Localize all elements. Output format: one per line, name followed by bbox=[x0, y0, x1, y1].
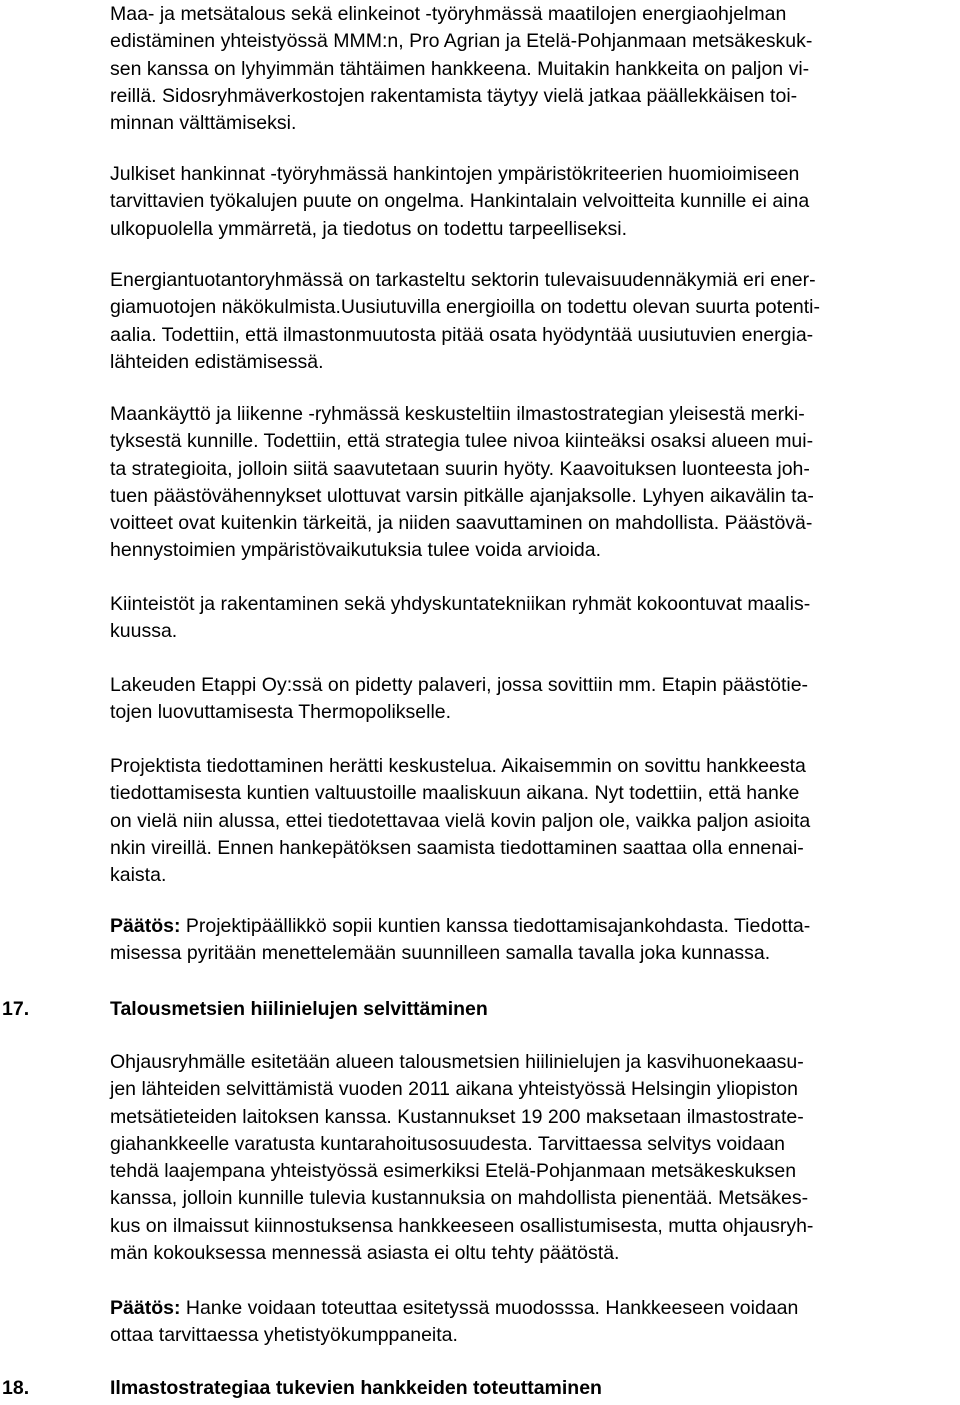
text-line: Maa- ja metsätalous sekä elinkeinot -työryhmässä maatilojen energiaohjelman bbox=[110, 3, 787, 25]
paragraph-projektista-tiedottaminen bbox=[110, 753, 955, 889]
text-line: Energiantuotantoryhmässä on tarkasteltu sektorin tulevaisuudennäkymiä eri ener- bbox=[110, 269, 816, 291]
text-line: tuen päästövähennykset ulottuvat varsin pitkälle ajanjaksolle. Lyhyen aikavälin ta- bbox=[110, 484, 814, 507]
text-line: reillä. Sidosryhmäverkostojen rakentamista täytyy vielä jatkaa päällekkäisen toi- bbox=[110, 84, 798, 107]
text-line: nkin vireillä. Ennen hankepätöksen saamista tiedottaminen saattaa olla ennenai- bbox=[110, 836, 804, 859]
paragraph-kiinteistot bbox=[110, 591, 955, 646]
text-line: jen lähteiden selvittämistä vuoden 2011 aikana yhteistyössä Helsingin yliopiston bbox=[110, 1078, 798, 1101]
text-line: minnan välttämiseksi. bbox=[110, 112, 297, 135]
paragraph-talousmetsien-hiilinielut bbox=[110, 1049, 955, 1267]
paragraph-maankaytto-ja-liikenne bbox=[110, 401, 955, 565]
text-line: voitteet ovat kuitenkin tärkeitä, ja niiden saavuttaminen on mahdollista. Päästövä- bbox=[110, 512, 813, 535]
text-line: hennystoimien ympäristövaikutuksia tulee voida arvioida. bbox=[110, 539, 602, 562]
section-number: 18. bbox=[2, 1377, 30, 1399]
text-line: tyksestä kunnille. Todettiin, että strategia tulee nivoa kiinteäksi osaksi alueen mui- bbox=[110, 430, 814, 453]
decision-label: Päätös: bbox=[110, 1297, 181, 1319]
text-line: giahankkeelle varatusta kuntarahoitusosuudesta. Tarvittaessa selvitys voidaan bbox=[110, 1132, 785, 1155]
section-title: Talousmetsien hiilinielujen selvittäminen bbox=[110, 998, 488, 1020]
paragraph-decision-hanke bbox=[110, 1295, 955, 1350]
text-line: män kokouksessa mennessä asiasta ei oltu tehty päätöstä. bbox=[110, 1242, 620, 1265]
text-line: Lakeuden Etappi Oy:ssä on pidetty palaveri, jossa sovittiin mm. Etapin päästötie- bbox=[110, 674, 809, 696]
text-line: giamuotojen näkökulmista.Uusiutuvilla energioilla on todettu olevan suurta potenti- bbox=[110, 296, 821, 319]
decision-line bbox=[110, 1295, 955, 1322]
decision-text: Hanke voidaan toteuttaa esitetyssä muodosssa. Hankkeeseen voidaan bbox=[180, 1297, 799, 1319]
paragraph-decision-tiedottaminen bbox=[110, 913, 955, 968]
paragraph-energiantuotanto bbox=[110, 267, 955, 376]
text-line: Ohjausryhmälle esitetään alueen talousmetsien hiilinielujen ja kasvihuonekaasu- bbox=[110, 1051, 804, 1073]
decision-label: Päätös: bbox=[110, 915, 181, 937]
text-line: misessa pyritään menettelemään suunnilleen samalla tavalla joka kunnassa. bbox=[110, 942, 771, 965]
paragraph-maa-ja-metsatalous bbox=[110, 1, 955, 137]
text-line: ta strategioita, jolloin siitä saavutetaan suurin hyöty. Kaavoituksen luonteesta joh- bbox=[110, 457, 810, 480]
text-line: sen kanssa on lyhyimmän tähtäimen hankkeena. Muitakin hankkeita on paljon vi- bbox=[110, 57, 810, 80]
section-title: Ilmastostrategiaa tukevien hankkeiden toteuttaminen bbox=[110, 1377, 602, 1399]
text-line: metsätieteiden laitoksen kanssa. Kustannukset 19 200 maksetaan ilmastostrate- bbox=[110, 1105, 804, 1128]
text-line: Kiinteistöt ja rakentaminen sekä yhdyskuntatekniikan ryhmät kokoontuvat maalis- bbox=[110, 593, 811, 615]
text-line: Projektista tiedottaminen herätti keskustelua. Aikaisemmin on sovittu hankkeesta bbox=[110, 755, 806, 777]
text-line: tarvittavien työkalujen puute on ongelma. Hankintalain velvoitteita kunnille ei aina bbox=[110, 190, 810, 213]
text-line: lähteiden edistämisessä. bbox=[110, 350, 324, 373]
text-line: aalia. Todettiin, että ilmastonmuutosta pitää osata hyödyntää uusiutuvien energia- bbox=[110, 323, 814, 346]
text-line: tiedottamisesta kuntien valtuustoille maaliskuun aikana. Nyt todettiin, että hanke bbox=[110, 782, 800, 805]
text-line: ottaa tarvittaessa yhetistyökumppaneita. bbox=[110, 1324, 458, 1347]
text-line: Julkiset hankinnat -työryhmässä hankintojen ympäristökriteerien huomioimiseen bbox=[110, 163, 800, 185]
text-line: tojen luovuttamisesta Thermopolikselle. bbox=[110, 701, 452, 724]
text-line: Maankäyttö ja liikenne -ryhmässä keskusteltiin ilmastostrategian yleisestä merki- bbox=[110, 403, 805, 425]
text-line: ulkopuolella ymmärretä, ja tiedotus on todettu tarpeelliseksi. bbox=[110, 217, 628, 240]
paragraph-lakeuden-etappi bbox=[110, 672, 955, 727]
text-line: kus on ilmaissut kiinnostuksensa hankkeeseen osallistumisesta, mutta ohjausryh- bbox=[110, 1214, 814, 1237]
section-number: 17. bbox=[2, 998, 30, 1020]
paragraph-julkiset-hankinnat bbox=[110, 161, 955, 243]
text-line: kuussa. bbox=[110, 620, 178, 643]
text-line: kaista. bbox=[110, 864, 167, 887]
decision-text: Projektipäällikkö sopii kuntien kanssa tiedottamisajankohdasta. Tiedotta- bbox=[180, 915, 811, 937]
text-line: kanssa, jolloin kunnille tulevia kustannuksia on mahdollista pienentää. Metsäkes- bbox=[110, 1187, 809, 1210]
text-line: on vielä niin alussa, ettei tiedotettavaa vielä kovin paljon ole, vaikka paljon asioita bbox=[110, 809, 811, 832]
decision-line bbox=[110, 913, 955, 940]
text-line: edistäminen yhteistyössä MMM:n, Pro Agrian ja Etelä-Pohjanmaan metsäkeskuk- bbox=[110, 30, 813, 53]
text-line: tehdä laajempana yhteistyössä esimerkiksi Etelä-Pohjanmaan metsäkeskuksen bbox=[110, 1160, 797, 1183]
